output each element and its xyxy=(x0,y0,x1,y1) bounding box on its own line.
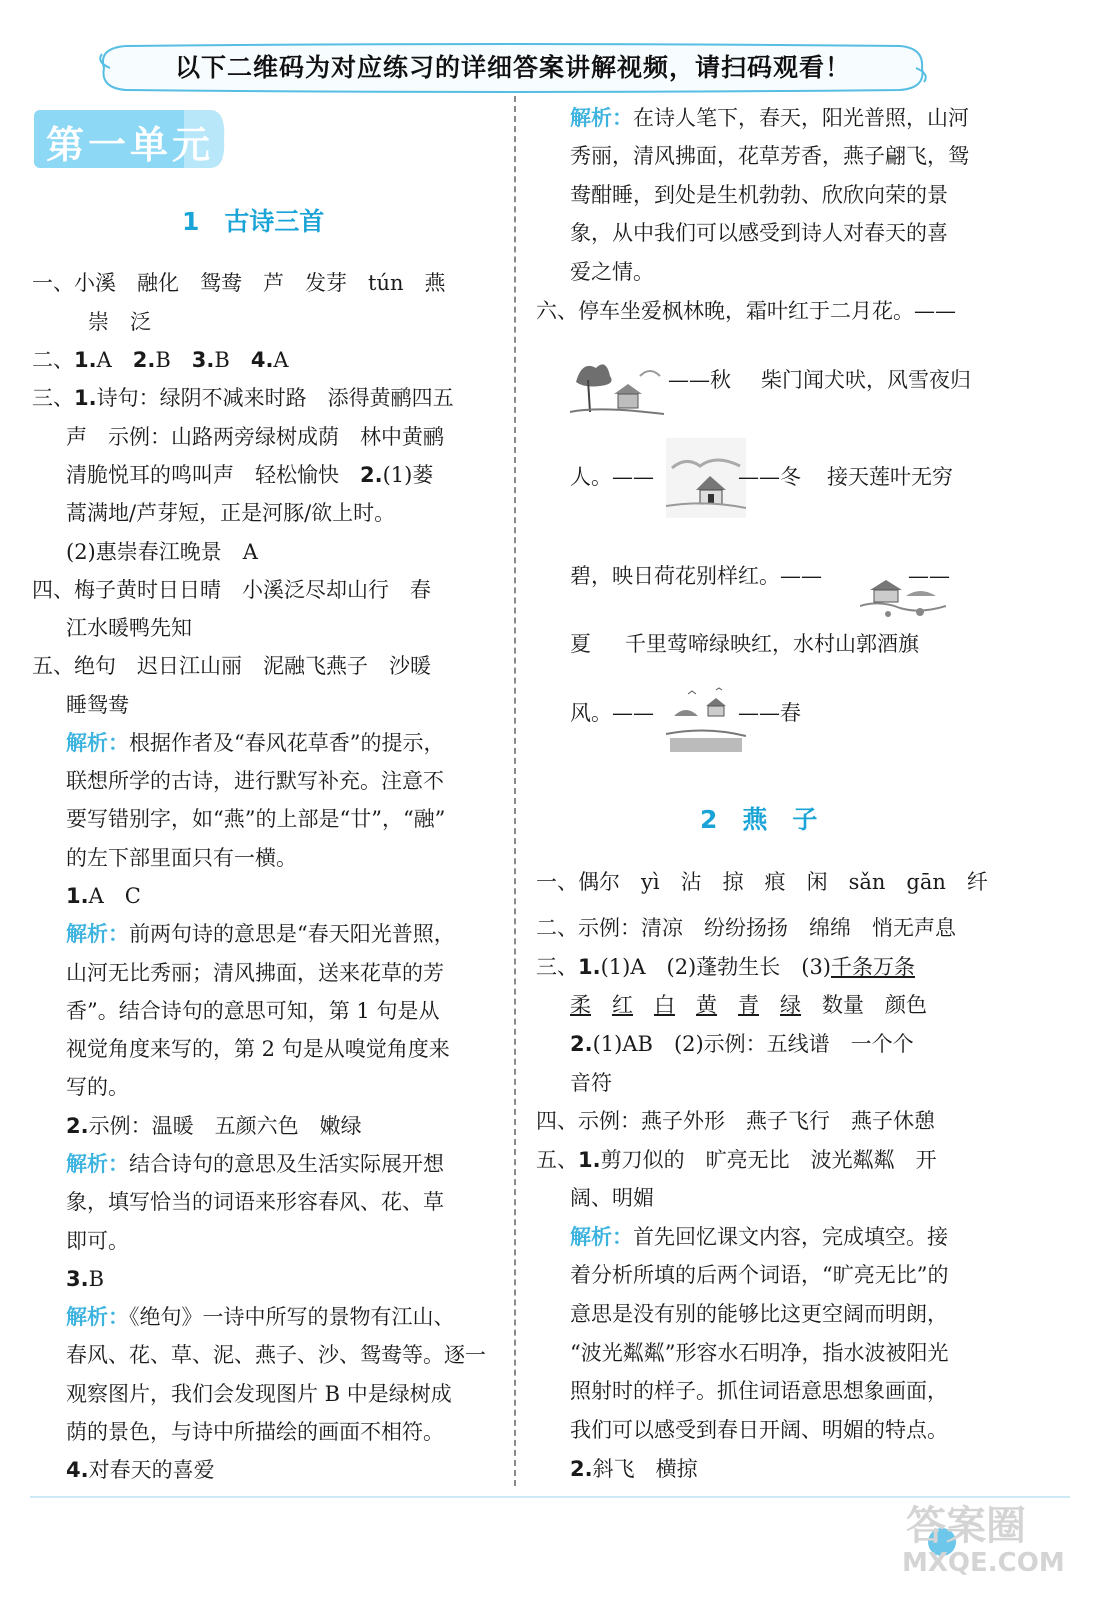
underlined-answer: 千条万条 xyxy=(831,955,915,979)
poem-line: 接天莲叶无穷 xyxy=(827,465,953,489)
column-divider xyxy=(514,96,516,1486)
left-line-12: 睡鸳鸯 xyxy=(66,693,129,717)
left-line-23 xyxy=(66,1111,362,1141)
right-line-1 xyxy=(570,103,969,133)
category-word: 颜色 xyxy=(885,993,927,1017)
item-number: 2. xyxy=(570,1457,593,1481)
left-line-5: 声 示例：山路两旁绿树成荫 林中黄鹂 xyxy=(66,425,444,449)
right-line-6: 六、停车坐爱枫林晚，霜叶红于二月花。—— xyxy=(536,299,956,323)
analysis-tag: 解析： xyxy=(66,731,129,755)
answer: A C xyxy=(88,884,141,908)
left-line-9: 四、梅子黄时日日晴 小溪泛尽却山行 春 xyxy=(32,578,431,602)
season-label: ——春 xyxy=(738,701,801,725)
item-number: 1. xyxy=(578,955,601,979)
unit-title xyxy=(34,110,226,168)
answer: 清脆悦耳的鸣叫声 轻松愉快 xyxy=(66,463,360,487)
right-line-5: 爱之情。 xyxy=(570,260,654,284)
right-line-11 xyxy=(570,698,801,728)
right-line-27 xyxy=(570,1454,698,1484)
left-line-3 xyxy=(32,345,289,375)
watermark-logo-text: 答案圈 xyxy=(906,1503,1026,1549)
left-line-17 xyxy=(66,881,141,911)
item-number: 3. xyxy=(191,348,215,372)
item-number: 2. xyxy=(132,348,156,372)
answer: 剪刀似的 旷亮无比 波光粼粼 开 xyxy=(600,1148,937,1172)
item-number: 2. xyxy=(66,1114,89,1138)
right-line-23: 意思是没有别的能够比这更空阔而明朗， xyxy=(570,1302,948,1326)
item-number: 1. xyxy=(74,386,97,410)
answer: (1)AB (2)示例：五线谱 一个个 xyxy=(592,1032,914,1056)
analysis-tag: 解析： xyxy=(66,1152,129,1176)
top-banner xyxy=(96,40,930,96)
analysis-tag: 解析： xyxy=(66,1305,129,1329)
left-line-7: 蒿满地/芦芽短，正是河豚/欲上时。 xyxy=(66,501,396,525)
right-line-18: 四、示例：燕子外形 燕子飞行 燕子休憩 xyxy=(536,1109,935,1133)
left-line-20: 香”。结合诗句的意思可知，第 1 句是从 xyxy=(66,999,440,1023)
answer: 斜飞 横掠 xyxy=(592,1457,698,1481)
answer: B xyxy=(214,348,251,372)
left-line-1: 一、小溪 融化 鸳鸯 芦 发芽 tún 燕 xyxy=(32,271,446,295)
left-line-15: 要写错别字，如“燕”的上部是“廿”，“融” xyxy=(66,807,446,831)
right-line-21 xyxy=(570,1222,948,1252)
season-label: 夏 xyxy=(570,632,591,656)
left-line-19: 山河无比秀丽；清风拂面，送来花草的芳 xyxy=(66,961,444,985)
dash: —— xyxy=(908,564,950,588)
right-line-15 xyxy=(570,990,927,1020)
lesson-1-title: 古诗三首 xyxy=(224,207,325,236)
lesson-1-heading xyxy=(182,202,324,238)
left-line-18 xyxy=(66,919,455,949)
left-line-4 xyxy=(32,383,454,413)
season-label: ——冬 xyxy=(738,465,801,489)
section-label: 三、 xyxy=(536,955,578,979)
answer: A xyxy=(273,348,289,372)
banner-text: 以下二维码为对应练习的详细答案讲解视频，请扫码观看！ xyxy=(174,53,851,82)
color-word: 柔 xyxy=(570,993,591,1017)
item-number: 2. xyxy=(360,463,383,487)
item-number: 1. xyxy=(66,884,89,908)
right-line-25: 照射时的样子。抓住词语意思想象画面， xyxy=(570,1379,948,1403)
poem-line: 柴门闻犬吠，风雪夜归 xyxy=(761,368,971,392)
analysis-tag: 解析： xyxy=(66,922,129,946)
item-number: 4. xyxy=(66,1458,89,1482)
left-line-10: 江水暖鸭先知 xyxy=(66,616,192,640)
right-line-8 xyxy=(570,462,953,492)
left-line-14: 联想所学的古诗，进行默写补充。注意不 xyxy=(66,769,444,793)
left-line-8: (2)惠崇春江晚景 A xyxy=(66,540,258,564)
lesson-2-title: 燕 子 xyxy=(742,805,818,834)
left-line-22: 写的。 xyxy=(66,1075,129,1099)
right-line-13: 二、示例：清凉 纷纷扬扬 绵绵 悄无声息 xyxy=(536,916,956,940)
color-word: 红 xyxy=(612,993,633,1017)
right-line-12: 一、偶尔 yì 沾 掠 痕 闲 sǎn gān 纤 xyxy=(536,870,988,894)
item-number: 2. xyxy=(570,1032,593,1056)
dash: 人。—— xyxy=(570,465,654,489)
left-line-16: 的左下部里面只有一横。 xyxy=(66,846,297,870)
unit-title-text: 第一单元 xyxy=(46,123,215,167)
right-line-2: 秀丽，清风拂面，花草芳香，燕子翩飞，鸳 xyxy=(570,144,969,168)
right-line-26: 我们可以感受到春日开阔、明媚的特点。 xyxy=(570,1418,948,1442)
watermark-url: MXQE.COM xyxy=(902,1548,1065,1578)
right-line-10 xyxy=(570,629,919,659)
analysis-text: 首先回忆课文内容，完成填空。接 xyxy=(633,1225,948,1249)
lesson-2-heading xyxy=(700,800,817,836)
right-line-16 xyxy=(570,1029,914,1059)
answer: B xyxy=(88,1267,105,1291)
left-line-11: 五、绝句 迟日江山丽 泥融飞燕子 沙暖 xyxy=(32,654,431,678)
analysis-tag: 解析： xyxy=(570,106,633,130)
section-label: 三、 xyxy=(32,386,74,410)
item-number: 4. xyxy=(250,348,274,372)
answer: (1)A (2)蓬勃生长 (3) xyxy=(600,955,831,979)
lesson-2-number: 2 xyxy=(700,805,718,834)
left-line-21: 视觉角度来写的，第 2 句是从嗅觉角度来 xyxy=(66,1037,450,1061)
analysis-text: 结合诗句的意思及生活实际展开想 xyxy=(129,1152,444,1176)
color-word: 白 xyxy=(654,993,675,1017)
left-line-28 xyxy=(66,1302,455,1332)
right-line-9 xyxy=(570,561,950,591)
left-line-27 xyxy=(66,1264,104,1294)
lesson-1-number: 1 xyxy=(182,207,200,236)
color-word: 黄 xyxy=(696,993,717,1017)
answer: 对春天的喜爱 xyxy=(88,1458,215,1482)
answer: A xyxy=(96,348,133,372)
left-line-32 xyxy=(66,1455,215,1485)
right-line-17: 音符 xyxy=(570,1071,612,1095)
analysis-text: 前两句诗的意思是“春天阳光普照， xyxy=(129,922,455,946)
right-line-7 xyxy=(668,365,971,395)
color-word: 青 xyxy=(738,993,759,1017)
left-line-31: 荫的景色，与诗中所描绘的画面不相符。 xyxy=(66,1420,444,1444)
poem-line: 千里莺啼绿映红，水村山郭酒旗 xyxy=(625,632,919,656)
right-line-14 xyxy=(536,952,915,982)
left-line-26: 即可。 xyxy=(66,1229,129,1253)
left-line-30: 观察图片，我们会发现图片 B 中是绿树成 xyxy=(66,1382,452,1406)
analysis-text: 《绝句》一诗中所写的景物有江山、 xyxy=(129,1305,455,1329)
autumn-scene-picture-icon xyxy=(570,354,664,420)
answer: 诗句：绿阴不减来时路 添得黄鹂四五 xyxy=(96,386,454,410)
item-number: 1. xyxy=(578,1148,601,1172)
right-line-4: 象，从中我们可以感受到诗人对春天的喜 xyxy=(570,221,948,245)
section-label: 五、 xyxy=(536,1148,578,1172)
item-number: 1. xyxy=(74,348,97,372)
analysis-text: 在诗人笔下，春天，阳光普照，山河 xyxy=(633,106,969,130)
left-line-6 xyxy=(66,460,433,490)
season-label: ——秋 xyxy=(668,368,731,392)
poem-line: 碧，映日荷花别样红。—— xyxy=(570,564,822,588)
analysis-text: 根据作者及“春风花草香”的提示， xyxy=(129,731,445,755)
right-line-20: 阔、明媚 xyxy=(570,1186,654,1210)
answer: B xyxy=(155,348,192,372)
right-line-19 xyxy=(536,1145,937,1175)
item-number: 3. xyxy=(66,1267,89,1291)
dash: 风。—— xyxy=(570,701,654,725)
left-line-24 xyxy=(66,1149,444,1179)
left-line-25: 象，填写恰当的词语来形容春风、花、草 xyxy=(66,1190,444,1214)
right-line-24: “波光粼粼”形容水石明净，指水波被阳光 xyxy=(570,1341,949,1365)
answer: 示例：温暖 五颜六色 嫩绿 xyxy=(88,1114,362,1138)
section-label: 二、 xyxy=(32,348,74,372)
right-line-3: 鸯酣睡，到处是生机勃勃、欣欣向荣的景 xyxy=(570,183,948,207)
left-line-13 xyxy=(66,728,444,758)
analysis-tag: 解析： xyxy=(570,1225,633,1249)
color-word: 绿 xyxy=(780,993,801,1017)
left-line-2: 崇 泛 xyxy=(88,310,151,334)
left-line-29: 春风、花、草、泥、燕子、沙、鸳鸯等。逐一 xyxy=(66,1343,486,1367)
answer: (1)蒌 xyxy=(382,463,434,487)
category-word: 数量 xyxy=(822,993,864,1017)
right-line-22: 着分析所填的后两个词语，“旷亮无比”的 xyxy=(570,1263,949,1287)
